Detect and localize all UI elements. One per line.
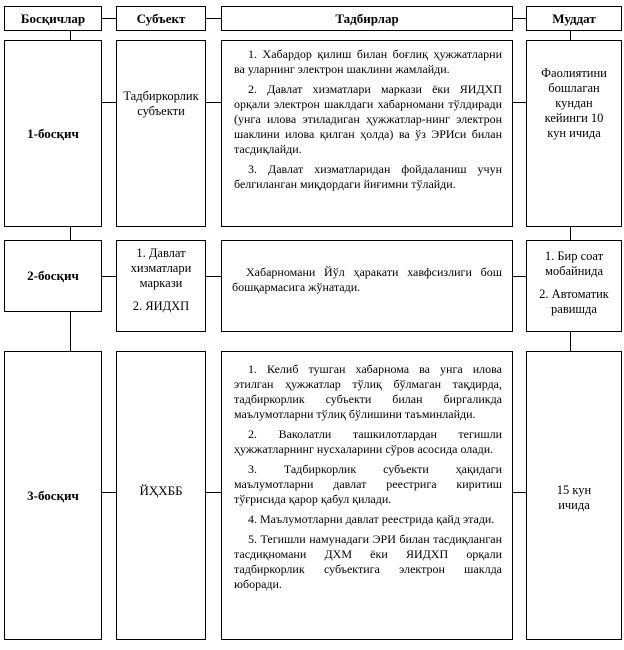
measure-3-2: 2. Ваколатли ташкилотлардан тегишли ҳужжатларнинг нусхаларини сўров асосида олади. <box>234 427 502 456</box>
measures-1-box <box>221 40 513 227</box>
subject-3-text: ЙҲХББ <box>139 483 183 498</box>
measure-3-4: 4. Маълумотларни давлат реестрида қайд этади. <box>248 512 495 526</box>
measure-3-3: 3. Тадбиркорлик субъекти ҳақидаги маълумотларни давлат реестрига киритиш тўғрисида қарор қабул қилади. <box>234 462 502 506</box>
header-measures: Тадбирлар <box>221 6 513 31</box>
subject-3-box <box>116 351 206 640</box>
measure-1-3: 3. Давлат хизматларидан фойдаланиш учун белгиланган миқдордаги йиғимни тўлайди. <box>234 162 502 191</box>
subject-2-item-2: 2. ЯИДХП <box>132 299 190 313</box>
stage-3-box: 3-босқич <box>4 351 102 640</box>
duration-1-box <box>526 40 622 227</box>
header-stages: Босқичлар <box>4 6 102 31</box>
subject-2-box <box>116 240 206 332</box>
duration-3-text: 15 кун ичида <box>556 483 592 512</box>
measure-3-5: 5. Тегишли намунадаги ЭРИ билан тасдиқланган тасдиқномани ДХМ ёки ЯИДХП орқали тадбиркорлик субъектига электрон шаклда юборади. <box>234 532 502 591</box>
subject-2-item-1: 1. Давлат хизматлари маркази <box>130 246 192 290</box>
header-duration: Муддат <box>526 6 622 31</box>
duration-3-box <box>526 351 622 640</box>
measures-2-box <box>221 240 513 332</box>
measure-2-1: Хабарномани Йўл ҳаракати хавфсизлиги бош бошқармасига жўнатади. <box>232 265 502 294</box>
duration-2-item-2: 2. Автоматик равишда <box>539 287 609 316</box>
subject-1-box <box>116 40 206 227</box>
measures-3-box <box>221 351 513 640</box>
measure-1-2: 2. Давлат хизматлари маркази ёки ЯИДХП орқали электрон шаклдаги хабарномани тўлдиради (унга илова этиладиган ҳужжатлар-нинг электрон шаклини илова қилган ҳолда) ва ўз ЭРИси билан тасдиқлайди. <box>234 82 502 156</box>
subject-1-text: Тадбиркорлик субъекти <box>123 89 199 118</box>
header-subject: Субъект <box>116 6 206 31</box>
measure-3-1: 1. Келиб тушган хабарнома ва унга илова этилган ҳужжатлар тўлиқ бўлмаган тақдирда, тадбиркорлик субъекти билан биргаликда маълумотларни тўлиқ бўлишини таъминлайди. <box>234 362 502 421</box>
measure-1-1: 1. Хабардор қилиш билан боғлиқ ҳужжатларни ва уларнинг электрон шаклини жамлайди. <box>234 47 502 76</box>
stage-1-box: 1-босқич <box>4 40 102 227</box>
stage-2-box: 2-босқич <box>4 240 102 312</box>
duration-2-box <box>526 240 622 332</box>
duration-1-text: Фаолиятини бошлаган кундан кейинги 10 кун ичида <box>541 66 607 140</box>
duration-2-item-1: 1. Бир соат мобайнида <box>544 249 604 278</box>
